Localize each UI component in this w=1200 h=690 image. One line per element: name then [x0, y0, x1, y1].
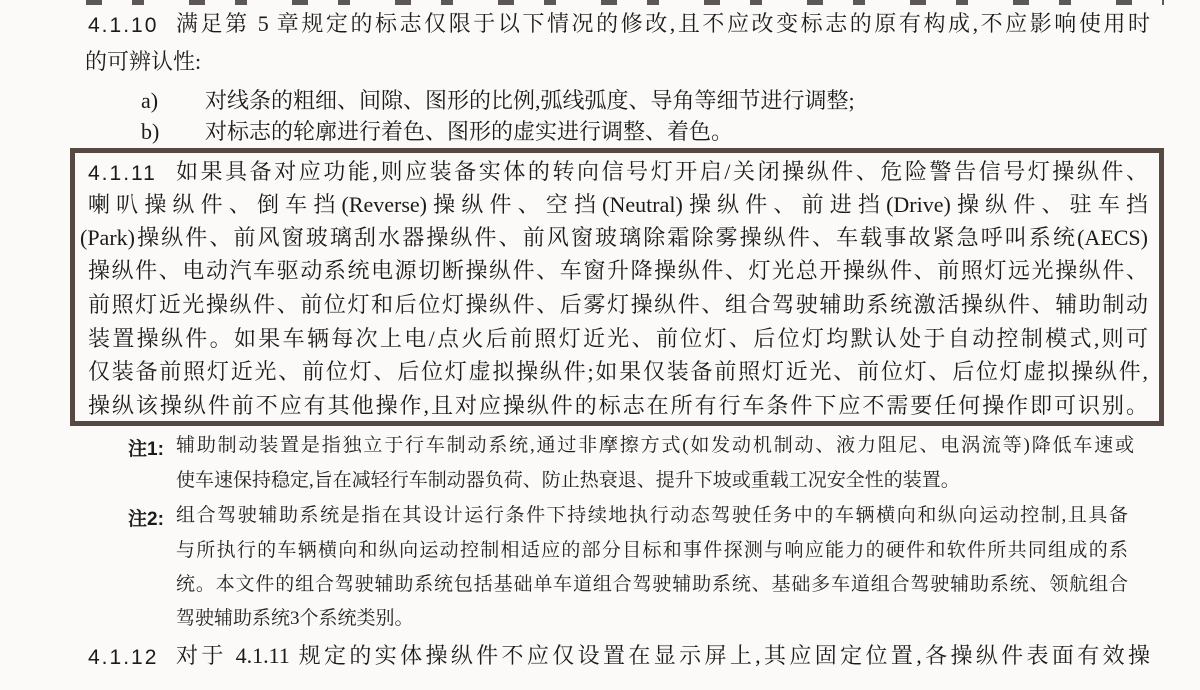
scan-edge-artifact — [86, 0, 1164, 5]
clause-4-1-11-line-1: 如果具备对应功能,则应装备实体的转向信号灯开启/关闭操纵件、危险警告信号灯操纵件、 — [176, 159, 1148, 184]
note-2-label: 注2: — [128, 509, 164, 530]
clause-4-1-11-line-6: 装置操纵件。如果车辆每次上电/点火后前照灯近光、前位灯、后位灯均默认处于自动控制模式,则可 — [88, 326, 1148, 351]
clause-4-1-11-line-5: 前照灯近光操纵件、前位灯和后位灯操纵件、后雾灯操纵件、组合驾驶辅助系统激活操纵件、辅助制动 — [88, 292, 1148, 317]
list-item-b-label: b) — [141, 119, 160, 144]
clause-4-1-11-line-8: 操纵该操纵件前不应有其他操作,且对应操纵件的标志在所有行车条件下应不需要任何操作即可识别。 — [88, 393, 1148, 418]
clause-4-1-10-number: 4.1.10 — [88, 14, 159, 37]
clause-4-1-12-line: 对于 4.1.11 规定的实体操纵件不应仅设置在显示屏上,其应固定位置,各操纵件表面有效操 — [176, 643, 1150, 668]
clause-4-1-11-line-3: (Park)操纵件、前风窗玻璃刮水器操纵件、前风窗玻璃除霜除雾操纵件、车载事故紧急呼叫系统(AECS) — [80, 225, 1148, 250]
list-item-a-text: 对线条的粗细、间隙、图形的比例,弧线弧度、导角等细节进行调整; — [205, 88, 855, 113]
note-2-line-4: 驾驶辅助系统3个系统类别。 — [176, 608, 414, 629]
note-1-label: 注1: — [128, 439, 164, 460]
clause-4-1-11-line-7: 仅装备前照灯近光、前位灯、后位灯虚拟操纵件;如果仅装备前照灯近光、前位灯、后位灯虚拟操纵件, — [88, 359, 1148, 384]
clause-4-1-11-line-2: 喇叭操纵件、倒车挡(Reverse)操纵件、空挡(Neutral)操纵件、前进挡(Drive)操纵件、驻车挡 — [88, 192, 1148, 217]
note-1-line-2: 使车速保持稳定,旨在减轻行车制动器负荷、防止热衰退、提升下坡或重载工况安全性的装置。 — [176, 470, 960, 491]
clause-4-1-12-number: 4.1.12 — [88, 646, 159, 669]
list-item-b-text: 对标志的轮廓进行着色、图形的虚实进行调整、着色。 — [205, 119, 734, 144]
clause-4-1-10-line-1: 满足第 5 章规定的标志仅限于以下情况的修改,且不应改变标志的原有构成,不应影响使用时 — [176, 11, 1150, 36]
note-1-line-1: 辅助制动装置是指独立于行车制动系统,通过非摩擦方式(如发动机制动、液力阻尼、电涡流等)降低车速或 — [176, 435, 1134, 456]
note-2-line-3: 统。本文件的组合驾驶辅助系统包括基础单车道组合驾驶辅助系统、基础多车道组合驾驶辅助系统、领航组合 — [176, 574, 1128, 595]
list-item-a-label: a) — [141, 88, 159, 113]
note-2-line-2: 与所执行的车辆横向和纵向运动控制相适应的部分目标和事件探测与响应能力的硬件和软件所共同组成的系 — [176, 540, 1128, 561]
clause-4-1-11-line-4: 操纵件、电动汽车驱动系统电源切断操纵件、车窗升降操纵件、灯光总开操纵件、前照灯远光操纵件、 — [88, 258, 1148, 283]
clause-4-1-11-number: 4.1.11 — [88, 162, 157, 185]
note-2-line-1: 组合驾驶辅助系统是指在其设计运行条件下持续地执行动态驾驶任务中的车辆横向和纵向运动控制,且具备 — [176, 505, 1128, 526]
clause-4-1-10-line-2: 的可辨认性: — [85, 49, 202, 74]
